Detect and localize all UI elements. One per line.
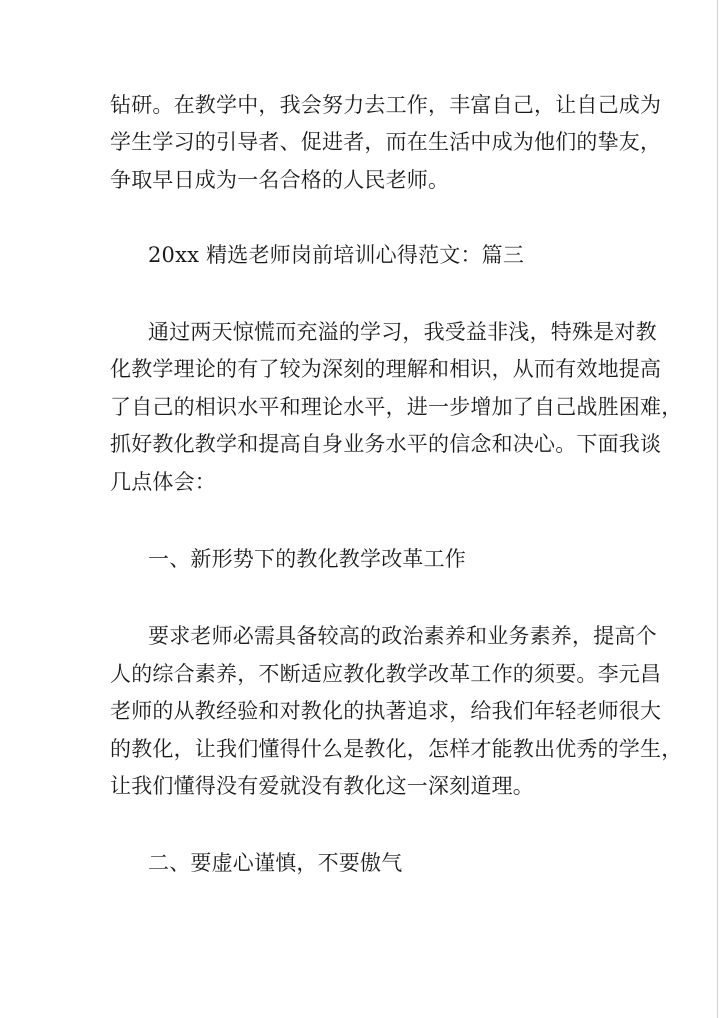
paragraph-3-line-3: 老师的从教经验和对教化的执著追求，给我们年轻老师很大 bbox=[110, 699, 662, 723]
paragraph-1-line-3: 争取早日成为一名合格的人民老师。 bbox=[110, 168, 450, 192]
paragraph-3-line-4: 的教化，让我们懂得什么是教化，怎样才能教出优秀的学生， bbox=[110, 737, 683, 761]
paragraph-2-line-5: 几点体会： bbox=[110, 470, 216, 494]
heading-2: 二、要虚心谨慎，不要傲气 bbox=[148, 851, 403, 875]
paragraph-2-line-4: 抓好教化教学和提高自身业务水平的信念和决心。下面我谈 bbox=[110, 432, 662, 456]
paragraph-1-line-2: 学生学习的引导者、促进者，而在生活中成为他们的挚友， bbox=[110, 130, 662, 154]
heading-1: 一、新形势下的教化教学改革工作 bbox=[148, 547, 466, 571]
paragraph-2-line-2: 化教学理论的有了较为深刻的理解和相识，从而有效地提高 bbox=[110, 357, 662, 381]
paragraph-2-line-1: 通过两天惊慌而充溢的学习，我受益非浅，特殊是对教 bbox=[148, 320, 657, 344]
paragraph-2-line-3: 了自己的相识水平和理论水平，进一步增加了自己战胜困难， bbox=[110, 395, 683, 419]
paragraph-3-line-5: 让我们懂得没有爱就没有教化这一深刻道理。 bbox=[110, 774, 534, 798]
section-title: 20xx 精选老师岗前培训心得范文：篇三 bbox=[148, 243, 525, 267]
paragraph-1-line-1: 钻研。在教学中，我会努力去工作，丰富自己，让自己成为 bbox=[110, 93, 662, 117]
paragraph-3-line-1: 要求老师必需具备较高的政治素养和业务素养，提高个 bbox=[148, 624, 657, 648]
paragraph-3-line-2: 人的综合素养，不断适应教化教学改革工作的须要。李元昌 bbox=[110, 662, 662, 686]
